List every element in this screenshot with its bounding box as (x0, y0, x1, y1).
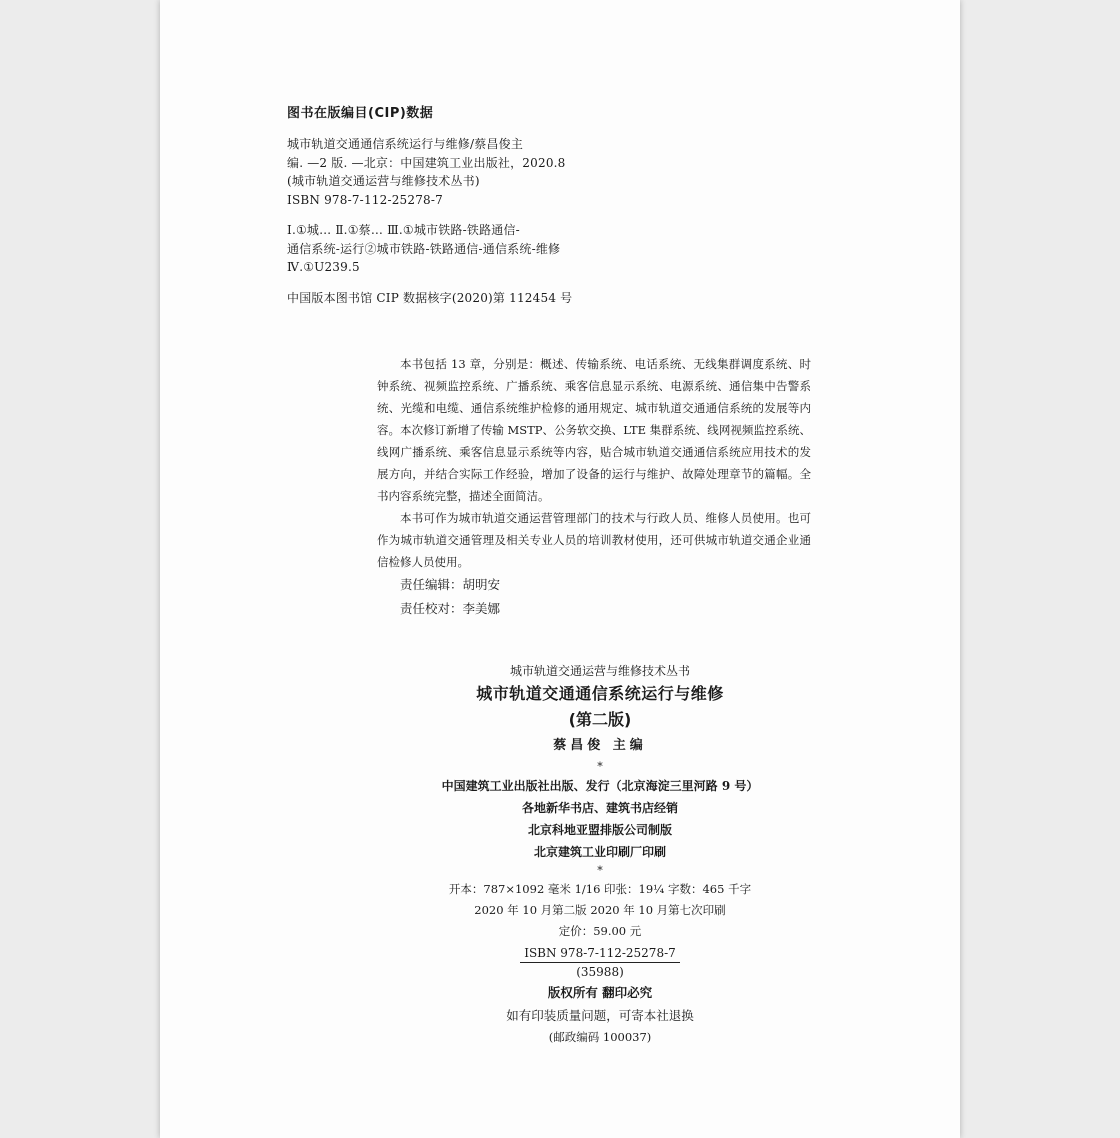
cip-number: 中国版本图书馆 CIP 数据核字(2020)第 112454 号 (287, 290, 573, 305)
separator-star: * (597, 760, 603, 773)
price-line: 定价：59.00 元 (558, 924, 642, 938)
description-paragraph: 本书可作为城市轨道交通运营管理部门的技术与行政人员、维修人员使用。也可作为城市轨道交通管理及相关专业人员的培训教材使用，还可供城市轨道交通企业通信检修人员使用。 (377, 511, 811, 569)
staff-credits (400, 573, 500, 621)
cip-record-line: (城市轨道交通运营与维修技术丛书) (287, 174, 480, 188)
cip-record-line: ISBN 978-7-112-25278-7 (287, 192, 443, 207)
format-line: 开本：787×1092 毫米 1/16 印张：19¼ 字数：465 千字 (448, 882, 752, 896)
cip-record-line: 编. —2 版. —北京：中国建筑工业出版社，2020.8 (287, 155, 566, 170)
book-code: (35988) (576, 965, 624, 979)
cip-classification-line: Ⅳ.①U239.5 (287, 260, 360, 274)
return-notice: 如有印装质量问题，可寄本社退换 (506, 1008, 694, 1023)
cip-record-line: 城市轨道交通通信系统运行与维修/蔡昌俊主 (287, 137, 524, 151)
postal-code: (邮政编码 100037) (548, 1030, 652, 1044)
series-name: 城市轨道交通运营与维修技术丛书 (509, 664, 690, 678)
cip-title: 图书在版编目(CIP)数据 (287, 106, 434, 121)
separator-star: * (597, 864, 603, 877)
colophon (340, 661, 860, 1047)
edition-info-line: 2020 年 10 月第二版 2020 年 10 月第七次印刷 (474, 903, 726, 917)
isbn: ISBN 978-7-112-25278-7 (520, 944, 680, 963)
cip-data-block (287, 102, 617, 307)
book-page (160, 0, 960, 1138)
distribution-line: 各地新华书店、建筑书店经销 (521, 801, 678, 815)
cip-classification-line: Ⅰ.①城… Ⅱ.①蔡… Ⅲ.①城市铁路-铁路通信- (287, 223, 520, 237)
book-title: 城市轨道交通通信系统运行与维修 (476, 684, 724, 703)
description-paragraph: 本书包括 13 章，分别是：概述、传输系统、电话系统、无线集群调度系统、时钟系统、视频监控系统、广播系统、乘客信息显示系统、电源系统、通信集中告警系统、光缆和电缆、通信系统维护检修的通用规定、城市轨道交通通信系统的发展等内容。本次修订新增了传输 MSTP、公务软交换、LTE 集群系统、线网视频监控系统、线网广播系统、乘客信息显示系统等内容，贴合城市轨道交通通信系统应用技术的发展方向，并结合实际工作经验，增加了设备的运行与维护、故障处理章节的篇幅。全书内容系统完整，描述全面简洁。 (377, 357, 811, 503)
copyright-notice: 版权所有 翻印必究 (547, 985, 653, 1000)
responsible-proofreader: 责任校对：李美娜 (400, 601, 501, 616)
responsible-editor: 责任编辑：胡明安 (400, 577, 501, 592)
book-description (377, 353, 811, 573)
chief-editor: 蔡昌俊 主编 (553, 738, 647, 753)
printing-line: 北京建筑工业印刷厂印刷 (533, 845, 666, 859)
typesetting-line: 北京科地亚盟排版公司制版 (527, 823, 672, 837)
publisher-line: 中国建筑工业出版社出版、发行（北京海淀三里河路 9 号） (441, 779, 759, 793)
edition-label: (第二版) (568, 710, 632, 729)
cip-classification-line: 通信系统-运行②城市铁路-铁路通信-通信系统-维修 (287, 241, 561, 256)
